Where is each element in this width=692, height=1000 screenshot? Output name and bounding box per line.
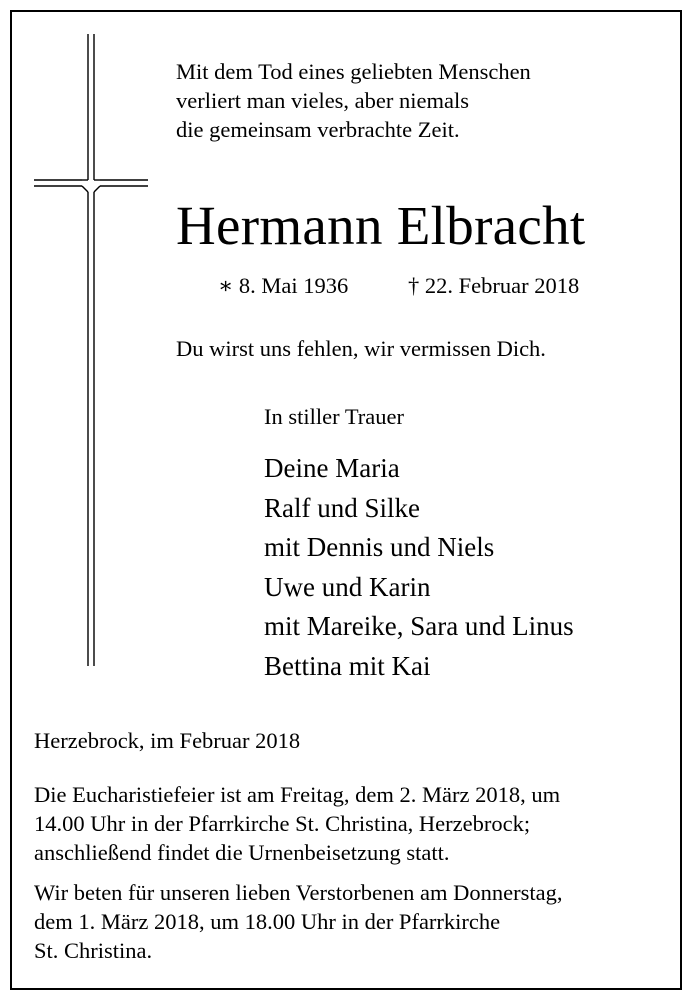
notice-line: dem 1. März 2018, um 18.00 Uhr in der Pfarrkirche	[34, 909, 501, 934]
family-list	[264, 449, 574, 686]
family-member: Deine Maria	[264, 453, 400, 483]
birth-date: ∗ 8. Mai 1936	[218, 273, 349, 298]
memorial-quote	[176, 57, 531, 144]
family-member: mit Mareike, Sara und Linus	[264, 611, 574, 641]
quote-line: verliert man vieles, aber niemals	[176, 88, 470, 113]
family-member: Uwe und Karin	[264, 571, 431, 602]
prayer-notice	[34, 878, 563, 965]
family-member: Ralf und Silke	[264, 492, 420, 523]
family-member: Bettina mit Kai	[264, 650, 431, 681]
notice-line: Die Eucharistiefeier ist am Freitag, dem 2. März 2018, um	[34, 782, 561, 807]
notice-line: anschließend findet die Urnenbeisetzung statt.	[34, 840, 450, 865]
quote-line: die gemeinsam verbrachte Zeit.	[176, 117, 460, 142]
notice-line: Wir beten für unseren lieben Verstorbenen am Donnerstag,	[34, 880, 563, 905]
family-member: mit Dennis und Niels	[264, 532, 495, 562]
cross-icon	[30, 30, 160, 680]
farewell-line: Du wirst uns fehlen, wir vermissen Dich.	[176, 336, 546, 361]
mass-notice	[34, 780, 560, 867]
death-date: † 22. Februar 2018	[408, 273, 580, 298]
notice-line: 14.00 Uhr in der Pfarrkirche St. Christina, Herzebrock;	[34, 811, 531, 836]
notice-line: St. Christina.	[34, 938, 153, 963]
mourning-heading: In stiller Trauer	[264, 404, 404, 429]
deceased-name: Hermann Elbracht	[176, 195, 586, 256]
quote-line: Mit dem Tod eines geliebten Menschen	[176, 59, 531, 84]
place-date: Herzebrock, im Februar 2018	[34, 728, 301, 753]
